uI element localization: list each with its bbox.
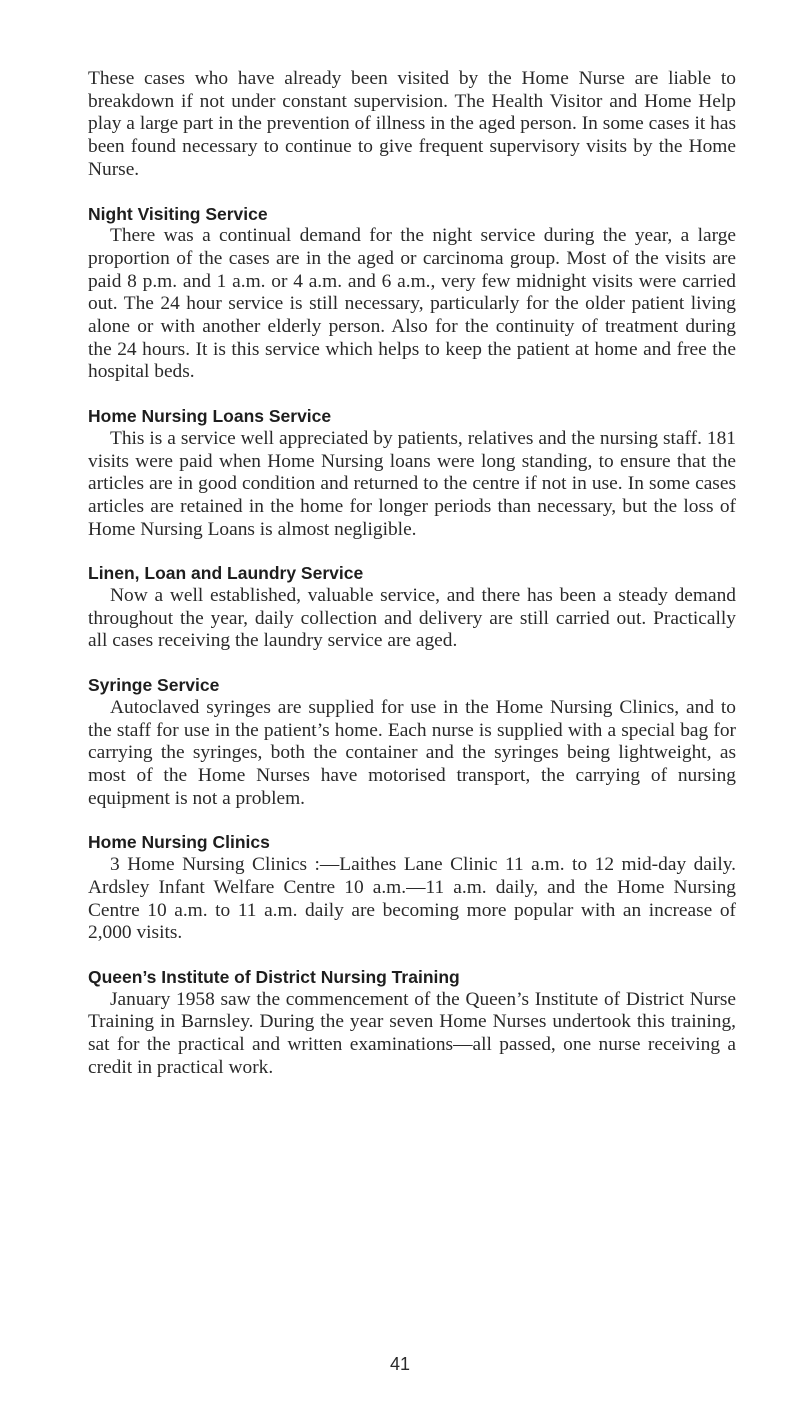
- section-heading: Linen, Loan and Laundry Service: [88, 563, 364, 584]
- intro-paragraph: These cases who have already been visited by the Home Nurse are liable to breakdown if not under constant supervision. The Health Visitor and Home Help play a large part in the prevention of illness in the aged person. In some cases it has been found necessary to continue to give frequent supervisory visits by the Home Nurse.: [88, 68, 736, 180]
- section-paragraph: There was a continual demand for the night service during the year, a large proportion of the cases are in the aged or carcinoma group. Most of the visits are paid 8 p.m. and 1 a.m. or 4 a.m. and 6 a.m., very few midnight visits were carried out. The 24 hour service is still necessary, particularly for the older patient living alone or with another elderly person. Also for the continuity of treatment during the 24 hours. It is this service which helps to keep the patient at home and free the hospital beds.: [88, 225, 736, 383]
- section-heading: Syringe Service: [88, 675, 220, 696]
- section-paragraph: 3 Home Nursing Clinics :—Laithes Lane Clinic 11 a.m. to 12 mid-day daily. Ardsley Infant Welfare Centre 10 a.m.—11 a.m. daily, and the Home Nursing Centre 10 a.m. to 11 a.m. daily are becoming more popular with an increase of 2,000 visits.: [88, 854, 736, 944]
- section-syringe-service: [88, 674, 736, 810]
- page-number: 41: [389, 1354, 411, 1374]
- section-paragraph: Now a well established, valuable service, and there has been a steady demand throughout the year, daily collection and delivery are still carried out. Practically all cases receiving the laundry service are aged.: [88, 585, 736, 652]
- section-home-nursing-loans-service: [88, 405, 736, 541]
- section-paragraph: This is a service well appreciated by patients, relatives and the nursing staff. 181 visits were paid when Home Nursing loans were long standing, to ensure that the articles are in good condition and returned to the centre if not in use. In some cases articles are retained in the home for longer periods than necessary, but the loss of Home Nursing Loans is almost negligible.: [88, 427, 736, 540]
- section-paragraph: Autoclaved syringes are supplied for use in the Home Nursing Clinics, and to the staff for use in the patient’s home. Each nurse is supplied with a special bag for carrying the syringes, both the container and the syringes being lightweight, as most of the Home Nurses have motorised transport, the carrying of nursing equipment is not a problem.: [88, 696, 736, 809]
- section-linen-loan-laundry-service: [88, 562, 736, 653]
- section-night-visiting-service: [88, 203, 736, 385]
- section-paragraph: January 1958 saw the commencement of the Queen’s Institute of District Nurse Training in Barnsley. During the year seven Home Nurses undertook this training, sat for the practical and written examinations—all passed, one nurse receiving a credit in practical work.: [88, 988, 736, 1078]
- section-heading: Home Nursing Loans Service: [88, 406, 332, 427]
- section-heading: Night Visiting Service: [88, 203, 268, 224]
- section-home-nursing-clinics: [88, 831, 736, 945]
- section-heading: Queen’s Institute of District Nursing Training: [88, 966, 460, 987]
- section-queens-institute-training: [88, 966, 736, 1080]
- section-heading: Home Nursing Clinics: [88, 832, 270, 853]
- document-page: [88, 68, 736, 1079]
